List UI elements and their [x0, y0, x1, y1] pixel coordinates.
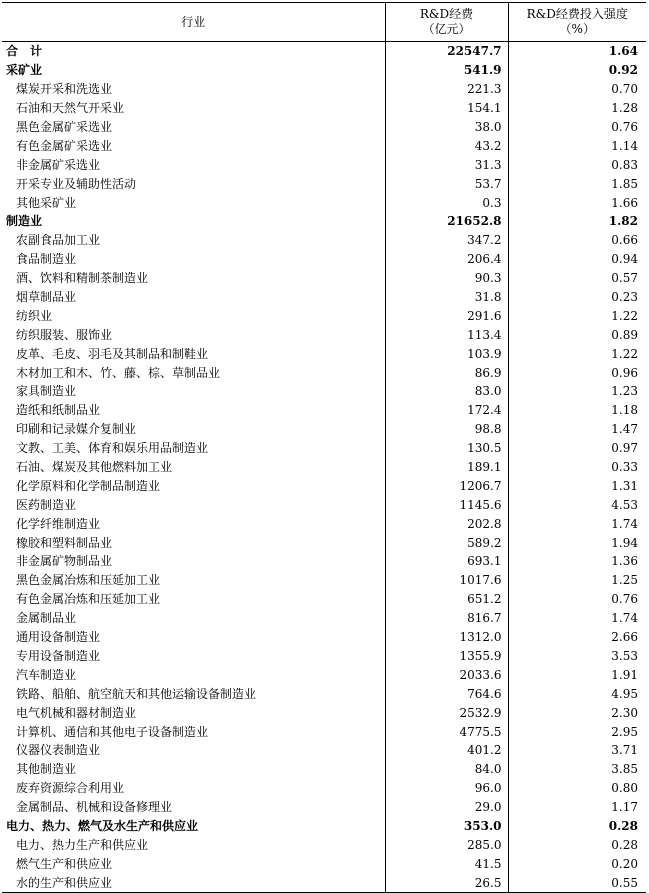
industry-name-cell: 化学纤维制造业 — [2, 514, 385, 533]
rd-intensity-cell: 0.89 — [611, 327, 638, 342]
industry-name-cell: 计算机、通信和其他电子设备制造业 — [2, 722, 385, 741]
table-row — [2, 193, 646, 212]
rd-expenditure-cell: 96.0 — [385, 779, 508, 798]
table-row — [2, 835, 646, 854]
rd-intensity-cell: 1.28 — [611, 101, 638, 116]
rd-expenditure-cell: 816.7 — [385, 609, 508, 628]
industry-name-cell: 石油、煤炭及其他燃料加工业 — [2, 458, 385, 477]
rd-intensity-cell: 0.33 — [611, 460, 638, 475]
table-row — [2, 250, 646, 269]
rd-expenditure-cell: 113.4 — [385, 325, 508, 344]
industry-name-cell: 专用设备制造业 — [2, 647, 385, 666]
industry-name-cell: 其他采矿业 — [2, 193, 385, 212]
rd-intensity-cell: 1.64 — [608, 44, 638, 59]
rd-intensity-cell: 1.74 — [611, 611, 638, 626]
table-row — [2, 514, 646, 533]
industry-name-cell: 制造业 — [2, 212, 385, 231]
rd-expenditure-cell: 291.6 — [385, 306, 508, 325]
industry-name-cell: 文教、工美、体育和娱乐用品制造业 — [2, 439, 385, 458]
industry-name-cell: 石油和天然气开采业 — [2, 99, 385, 118]
industry-name-cell: 医药制造业 — [2, 495, 385, 514]
rd-intensity-cell: 1.22 — [611, 346, 638, 361]
industry-name-cell: 食品制造业 — [2, 250, 385, 269]
rd-expenditure-cell: 1312.0 — [385, 628, 508, 647]
rd-expenditure-cell: 21652.8 — [385, 212, 508, 231]
rd-expenditure-cell: 31.3 — [385, 155, 508, 174]
industry-name-cell: 水的生产和供应业 — [2, 873, 385, 892]
table-row — [2, 703, 646, 722]
rd-intensity-cell: 0.76 — [611, 120, 638, 134]
table-row — [2, 741, 646, 760]
rd-expenditure-cell: 347.2 — [385, 231, 508, 250]
industry-name-cell: 黑色金属冶炼和压延加工业 — [2, 571, 385, 590]
table-row — [2, 42, 646, 61]
rd-expenditure-cell: 651.2 — [385, 590, 508, 609]
rd-expenditure-cell: 206.4 — [385, 250, 508, 269]
table-row — [2, 401, 646, 420]
industry-name-cell: 农副食品加工业 — [2, 231, 385, 250]
rd-expenditure-cell: 22547.7 — [385, 42, 508, 61]
industry-name-cell: 煤炭开采和洗选业 — [2, 80, 385, 99]
industry-name-cell: 印刷和记录媒介复制业 — [2, 420, 385, 439]
rd-expenditure-cell: 172.4 — [385, 401, 508, 420]
industry-name-cell: 仪器仪表制造业 — [2, 741, 385, 760]
table-row — [2, 325, 646, 344]
table-header — [2, 3, 646, 42]
table-row — [2, 609, 646, 628]
industry-name-cell: 皮革、毛皮、羽毛及其制品和制鞋业 — [2, 344, 385, 363]
table-row — [2, 873, 646, 892]
industry-name-cell: 开采专业及辅助性活动 — [2, 174, 385, 193]
rd-intensity-cell: 1.25 — [611, 573, 638, 588]
table-row — [2, 458, 646, 477]
rd-intensity-cell: 0.97 — [611, 441, 638, 456]
rd-expenditure-cell: 53.7 — [385, 174, 508, 193]
industry-name-cell: 铁路、船舶、航空航天和其他运输设备制造业 — [2, 684, 385, 703]
rd-intensity-cell: 1.23 — [611, 384, 638, 399]
industry-name-cell: 燃气生产和供应业 — [2, 854, 385, 873]
rd-intensity-cell: 2.30 — [611, 705, 638, 720]
industry-name-cell: 金属制品、机械和设备修理业 — [2, 798, 385, 817]
industry-name-cell: 木材加工和木、竹、藤、棕、草制品业 — [2, 363, 385, 382]
rd-expenditure-cell: 353.0 — [385, 817, 508, 836]
rd-expenditure-cell: 84.0 — [385, 760, 508, 779]
table-row — [2, 798, 646, 817]
header-industry: 行业 — [2, 3, 385, 42]
table-row — [2, 344, 646, 363]
rd-intensity-cell: 0.20 — [611, 856, 638, 871]
rd-intensity-cell: 1.91 — [611, 667, 638, 682]
industry-name-cell: 非金属矿物制品业 — [2, 552, 385, 571]
rd-expenditure-cell: 130.5 — [385, 439, 508, 458]
rd-expenditure-cell: 38.0 — [385, 118, 508, 137]
rd-expenditure-cell: 1017.6 — [385, 571, 508, 590]
rd-expenditure-table — [2, 2, 646, 893]
table-row — [2, 628, 646, 647]
rd-intensity-cell: 0.80 — [611, 781, 638, 796]
table-row — [2, 647, 646, 666]
table-row — [2, 231, 646, 250]
rd-expenditure-cell: 541.9 — [385, 61, 508, 80]
industry-name-cell: 其他制造业 — [2, 760, 385, 779]
rd-intensity-cell: 1.31 — [611, 478, 638, 493]
industry-name-cell: 黑色金属矿采选业 — [2, 118, 385, 137]
rd-expenditure-cell: 43.2 — [385, 136, 508, 155]
header-rd-intensity: R&D经费投入强度 （%） — [508, 3, 646, 42]
rd-expenditure-cell: 41.5 — [385, 854, 508, 873]
table-row — [2, 665, 646, 684]
rd-expenditure-cell: 103.9 — [385, 344, 508, 363]
rd-intensity-cell: 3.71 — [611, 743, 638, 758]
rd-intensity-cell: 0.57 — [611, 271, 638, 286]
rd-expenditure-cell: 1355.9 — [385, 647, 508, 666]
industry-name-cell: 烟草制品业 — [2, 288, 385, 307]
table-row — [2, 61, 646, 80]
rd-expenditure-cell: 189.1 — [385, 458, 508, 477]
industry-name-cell: 金属制品业 — [2, 609, 385, 628]
rd-expenditure-cell: 401.2 — [385, 741, 508, 760]
rd-intensity-cell: 1.18 — [611, 403, 638, 418]
industry-name-cell: 汽车制造业 — [2, 665, 385, 684]
industry-name-cell: 有色金属矿采选业 — [2, 136, 385, 155]
table-row — [2, 571, 646, 590]
industry-name-cell: 有色金属冶炼和压延加工业 — [2, 590, 385, 609]
rd-expenditure-cell: 1145.6 — [385, 495, 508, 514]
rd-intensity-cell: 0.55 — [508, 873, 646, 892]
table-row — [2, 817, 646, 836]
rd-intensity-cell: 0.94 — [611, 252, 638, 267]
table-body — [2, 42, 646, 893]
rd-expenditure-cell: 86.9 — [385, 363, 508, 382]
table-row — [2, 476, 646, 495]
table-row — [2, 722, 646, 741]
table-row — [2, 420, 646, 439]
header-rd-expenditure: R&D经费 （亿元） — [385, 3, 508, 42]
table-row — [2, 288, 646, 307]
rd-intensity-cell: 0.76 — [611, 592, 638, 607]
table-row — [2, 552, 646, 571]
industry-name-cell: 化学原料和化学制品制造业 — [2, 476, 385, 495]
rd-intensity-cell: 0.28 — [611, 837, 638, 852]
table-row — [2, 136, 646, 155]
rd-expenditure-cell: 2033.6 — [385, 665, 508, 684]
rd-expenditure-cell: 98.8 — [385, 420, 508, 439]
table-row — [2, 118, 646, 137]
table-row — [2, 779, 646, 798]
rd-expenditure-cell: 0.3 — [385, 193, 508, 212]
rd-intensity-cell: 0.66 — [611, 233, 638, 248]
rd-table-container — [2, 2, 646, 893]
rd-expenditure-cell: 589.2 — [385, 533, 508, 552]
rd-intensity-cell: 2.66 — [611, 630, 638, 645]
rd-expenditure-cell: 1206.7 — [385, 476, 508, 495]
industry-name-cell: 废弃资源综合利用业 — [2, 779, 385, 798]
industry-name-cell: 酒、饮料和精制茶制造业 — [2, 269, 385, 288]
rd-expenditure-cell: 2532.9 — [385, 703, 508, 722]
rd-intensity-cell: 1.74 — [611, 516, 638, 531]
table-row — [2, 590, 646, 609]
rd-expenditure-cell: 154.1 — [385, 99, 508, 118]
rd-intensity-cell: 4.95 — [611, 686, 638, 701]
rd-intensity-cell: 4.53 — [611, 497, 638, 512]
rd-intensity-cell: 0.92 — [608, 63, 638, 78]
rd-expenditure-cell: 221.3 — [385, 80, 508, 99]
rd-expenditure-cell: 764.6 — [385, 684, 508, 703]
industry-name-cell: 通用设备制造业 — [2, 628, 385, 647]
rd-expenditure-cell: 90.3 — [385, 269, 508, 288]
table-row — [2, 760, 646, 779]
table-row — [2, 269, 646, 288]
industry-name-cell: 纺织服装、服饰业 — [2, 325, 385, 344]
industry-name-cell: 橡胶和塑料制品业 — [2, 533, 385, 552]
table-row — [2, 212, 646, 231]
industry-name-cell: 合 计 — [2, 42, 385, 61]
table-row — [2, 80, 646, 99]
rd-intensity-cell: 1.14 — [611, 138, 638, 153]
rd-expenditure-cell: 31.8 — [385, 288, 508, 307]
rd-intensity-cell: 2.95 — [611, 724, 638, 739]
rd-intensity-cell: 1.22 — [611, 308, 638, 323]
table-row — [2, 99, 646, 118]
table-row — [2, 854, 646, 873]
rd-intensity-cell: 1.66 — [611, 195, 638, 210]
industry-name-cell: 非金属矿采选业 — [2, 155, 385, 174]
table-row — [2, 306, 646, 325]
rd-intensity-cell: 0.96 — [611, 365, 638, 380]
rd-intensity-cell: 1.94 — [611, 535, 638, 550]
industry-name-cell: 采矿业 — [2, 61, 385, 80]
header-row — [2, 3, 646, 42]
rd-expenditure-cell: 202.8 — [385, 514, 508, 533]
table-row — [2, 155, 646, 174]
rd-intensity-cell: 0.83 — [611, 157, 638, 172]
table-row — [2, 439, 646, 458]
rd-intensity-cell: 0.23 — [611, 290, 638, 305]
rd-intensity-cell: 1.82 — [608, 214, 638, 229]
table-row — [2, 363, 646, 382]
rd-intensity-cell: 1.47 — [611, 422, 638, 437]
industry-name-cell: 电力、热力生产和供应业 — [2, 835, 385, 854]
rd-expenditure-cell: 285.0 — [385, 835, 508, 854]
rd-expenditure-cell: 4775.5 — [385, 722, 508, 741]
rd-expenditure-cell: 693.1 — [385, 552, 508, 571]
table-row — [2, 495, 646, 514]
industry-name-cell: 纺织业 — [2, 306, 385, 325]
rd-intensity-cell: 3.85 — [611, 762, 638, 777]
table-row — [2, 174, 646, 193]
rd-intensity-cell: 0.70 — [611, 82, 638, 97]
table-row — [2, 533, 646, 552]
rd-expenditure-cell: 29.0 — [385, 798, 508, 817]
rd-intensity-cell: 3.53 — [611, 648, 638, 663]
industry-name-cell: 电力、热力、燃气及水生产和供应业 — [2, 817, 385, 836]
rd-expenditure-cell: 83.0 — [385, 382, 508, 401]
table-row — [2, 382, 646, 401]
rd-intensity-cell: 1.17 — [611, 800, 638, 815]
rd-intensity-cell: 1.36 — [611, 554, 638, 569]
rd-intensity-cell: 0.28 — [608, 818, 638, 833]
industry-name-cell: 造纸和纸制品业 — [2, 401, 385, 420]
rd-intensity-cell: 1.85 — [611, 176, 638, 191]
industry-name-cell: 电气机械和器材制造业 — [2, 703, 385, 722]
industry-name-cell: 家具制造业 — [2, 382, 385, 401]
table-row — [2, 684, 646, 703]
rd-expenditure-cell: 26.5 — [385, 873, 508, 892]
